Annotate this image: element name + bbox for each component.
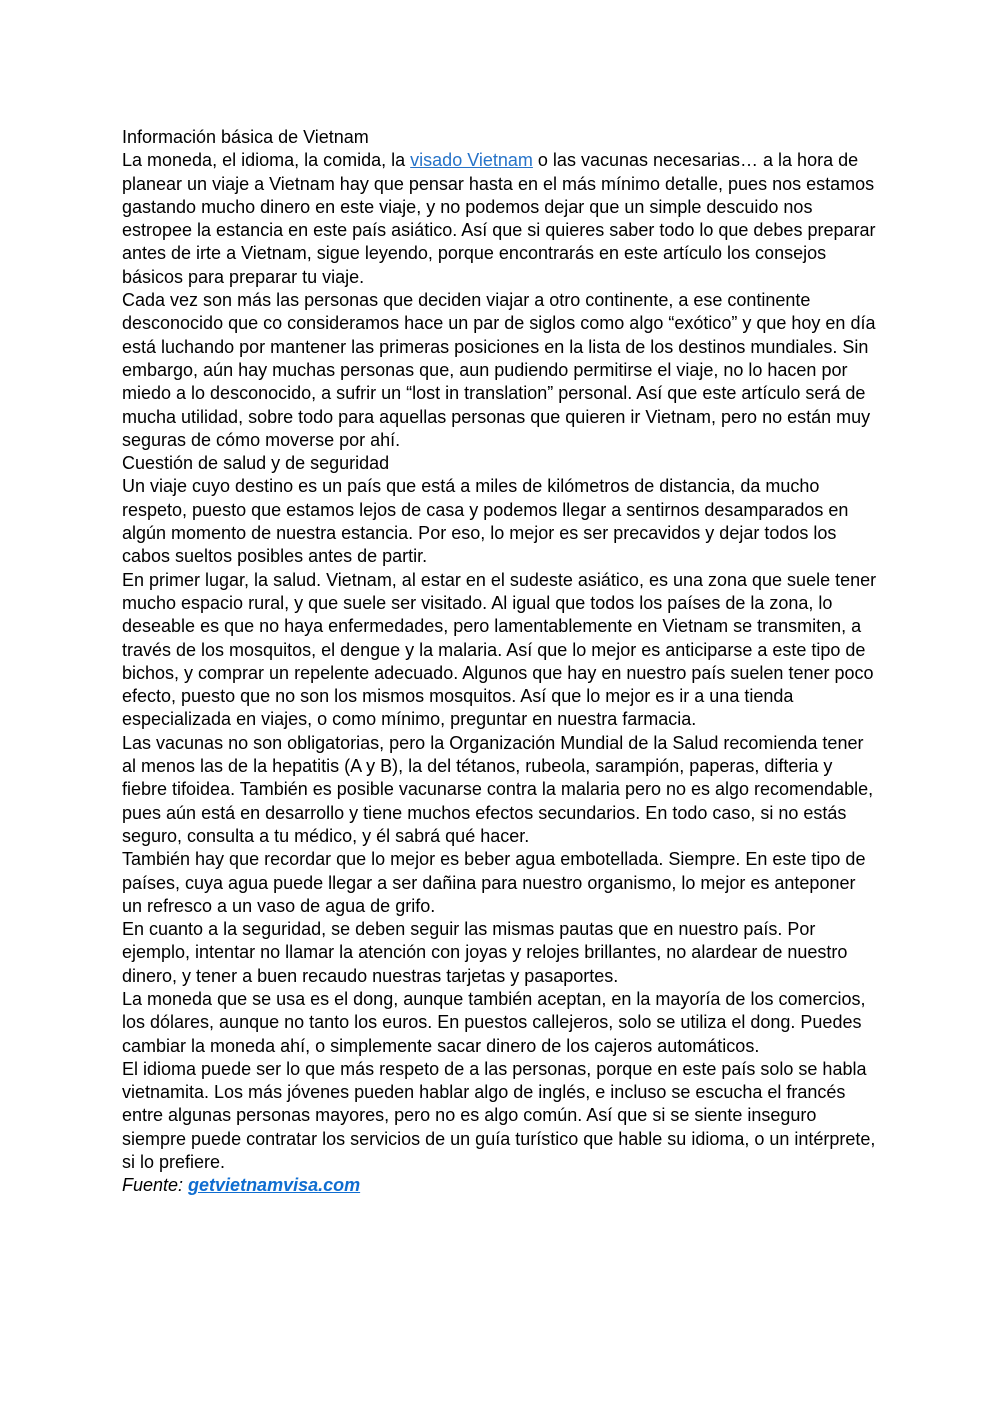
heading-salud-seguridad [122, 452, 880, 475]
document-body [122, 126, 880, 1198]
visado-vietnam-link[interactable]: visado Vietnam [410, 150, 533, 171]
text-run: o las vacunas necesarias… a la hora de planear un viaje a Vietnam hay que pensar hasta en el más mínimo detalle, pues nos estamos gastando mucho dinero en este viaje, y no podemos dejar que un simple descuido nos estropee la estancia en este país asiático. Así que si quieres saber todo lo que debes preparar antes de irte a Vietnam, sigue leyendo, porque encontrarás en este artículo los consejos básicos para preparar tu viaje. [122, 150, 876, 287]
para-salud [122, 569, 880, 732]
para-vacunas [122, 732, 880, 848]
text-run: En primer lugar, la salud. Vietnam, al estar en el sudeste asiático, es una zona que suele tener mucho espacio rural, y que suele ser visitado. Al igual que todos los países de la zona, lo deseable es que no haya enfermedades, pero lamentablemente en Vietnam se transmiten, a través de los mosquitos, el dengue y la malaria. Así que lo mejor es anticiparse a este tipo de bichos, y comprar un repelente adecuado. Algunos que hay en nuestro país suelen tener poco efecto, puesto que no son los mismos mosquitos. Así que lo mejor es ir a una tienda especializada en viajes, o como mínimo, preguntar en nuestra farmacia. [122, 569, 877, 730]
text-run: Información básica de Vietnam [122, 127, 369, 147]
fuente-label: Fuente: [122, 1175, 189, 1196]
text-run: Las vacunas no son obligatorias, pero la Organización Mundial de la Salud recomienda tener al menos las de la hepatitis (A y B), la del tétanos, rubeola, sarampión, paperas, difteria y fiebre tifoidea. También es posible vacunarse contra la malaria pero no es algo recomendable, pues aún está en desarrollo y tiene muchos efectos secundarios. En todo caso, si no estás seguro, consulta a tu médico, y él sabrá qué hacer. [122, 732, 874, 846]
para-intro [122, 149, 880, 289]
text-run: Cuestión de salud y de seguridad [122, 453, 390, 474]
para-viajar-otro-continente [122, 289, 880, 452]
para-fuente [122, 1174, 880, 1197]
para-viaje-destino [122, 475, 880, 568]
text-run: Cada vez son más las personas que deciden viajar a otro continente, a ese continente desconocido que co consideramos hace un par de siglos como algo “exótico” y que hoy en día está luchando por mantener las primeras posiciones en la lista de los destinos mundiales. Sin embargo, aún hay muchas personas que, aun pudiendo permitirse el viaje, no lo hacen por miedo a lo desconocido, a sufrir un “lost in translation” personal. Así que este artículo será de mucha utilidad, sobre todo para aquellas personas que quieren ir Vietnam, pero no están muy seguras de cómo moverse por ahí. [122, 290, 876, 450]
text-run: La moneda que se usa es el dong, aunque también aceptan, en la mayoría de los comercios, los dólares, aunque no tanto los euros. En puestos callejeros, solo se utiliza el dong. Puedes cambiar la moneda ahí, o simplemente sacar dinero de los cajeros automáticos. [122, 988, 866, 1056]
para-agua [122, 848, 880, 918]
text-run: En cuanto a la seguridad, se deben seguir las mismas pautas que en nuestro país. Por ejemplo, intentar no llamar la atención con joyas y relojes brillantes, no alardear de nuestro dinero, y tener a buen recaudo nuestras tarjetas y pasaportes. [122, 919, 848, 986]
heading-informacion-basica [122, 126, 880, 149]
text-run: La moneda, el idioma, la comida, la [122, 150, 411, 171]
text-run: Un viaje cuyo destino es un país que está a miles de kilómetros de distancia, da mucho respeto, puesto que estamos lejos de casa y podemos llegar a sentirnos desamparados en algún momento de nuestra estancia. Por eso, lo mejor es ser precavidos y dejar todos los cabos sueltos posibles antes de partir. [122, 476, 849, 567]
para-moneda [122, 988, 880, 1058]
text-run: También hay que recordar que lo mejor es beber agua embotellada. Siempre. En este tipo de países, cuya agua puede llegar a ser dañina para nuestro organismo, lo mejor es anteponer un refresco a un vaso de agua de grifo. [122, 849, 866, 916]
para-seguridad [122, 918, 880, 988]
text-run: El idioma puede ser lo que más respeto de a las personas, porque en este país solo se habla vietnamita. Los más jóvenes pueden hablar algo de inglés, e incluso se escucha el francés entre algunas personas mayores, pero no es algo común. Así que si se siente inseguro siempre puede contratar los servicios de un guía turístico que hable su idioma, o un intérprete, si lo prefiere. [122, 1058, 876, 1173]
getvietnamvisa-link[interactable]: getvietnamvisa.com [188, 1175, 361, 1196]
para-idioma [122, 1058, 880, 1174]
